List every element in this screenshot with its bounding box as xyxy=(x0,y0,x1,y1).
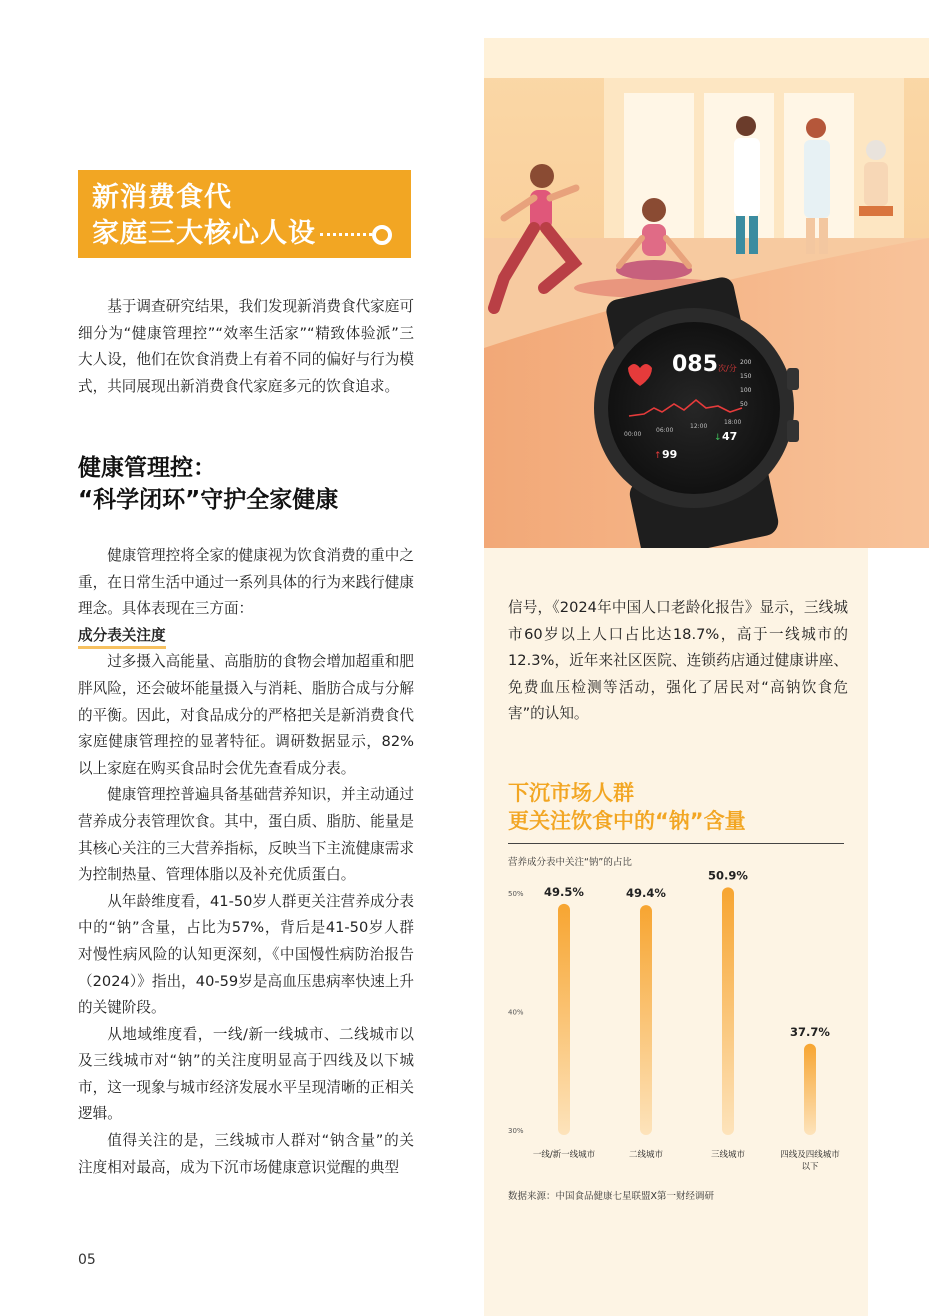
intro-paragraph-block xyxy=(78,294,414,400)
body-text xyxy=(78,543,414,1181)
title-line-2-row xyxy=(92,216,397,252)
x-tick-label: 二线城市 xyxy=(628,1150,664,1160)
page-number: 05 xyxy=(78,1252,96,1268)
intro-paragraph: 基于调查研究结果，我们发现新消费食代家庭可细分为“健康管理控”“效率生活家”“精致体验派”三大人设，他们在饮食消费上有着不同的偏好与行为模式，共同展现出新消费食代家庭多元的饮食追求。 xyxy=(78,298,414,395)
watch-scale-3: 100 xyxy=(740,387,752,394)
bar-value-label: 49.5% xyxy=(544,884,584,899)
bar-chart xyxy=(500,870,860,1180)
body-paragraph-6: 值得关注的是，三线城市人群对“钠含量”的关注度相对最高，成为下沉市场健康意识觉醒的典型 xyxy=(78,1132,414,1176)
chart-title-rule xyxy=(508,843,844,844)
watch-scale-4: 50 xyxy=(740,401,748,408)
watch-time-4: 18:00 xyxy=(724,419,742,426)
body-paragraph-5: 从地域维度看，一线/新一线城市、二线城市以及三线城市对“钠”的关注度明显高于四线及以下城市，这一现象与城市经济发展水平呈现清晰的正相关逻辑。 xyxy=(78,1025,414,1123)
chart-source: 数据来源：中国食品健康七星联盟X第一财经调研 xyxy=(508,1191,715,1202)
watch-scale-2: 150 xyxy=(740,373,752,380)
x-tick-label: 以下 xyxy=(801,1162,819,1172)
body-paragraph-1: 健康管理控将全家的健康视为饮食消费的重中之重，在日常生活中通过一系列具体的行为来践行健康理念。具体表现在三方面： xyxy=(78,547,414,618)
watch-high-value: 99 xyxy=(662,448,678,461)
chart-title-line-1: 下沉市场人群 xyxy=(508,781,634,805)
circle-decoration xyxy=(372,225,392,245)
watch-time-1: 00:00 xyxy=(624,431,642,438)
watch-low-arrow: ↓ xyxy=(714,433,722,443)
heart-rate-unit: 次/分 xyxy=(718,364,737,373)
x-tick-label: 三线城市 xyxy=(710,1150,746,1160)
chart-title-line-2: 更关注饮食中的“钠”含量 xyxy=(508,809,746,833)
y-tick-label: 50% xyxy=(508,890,524,898)
title-line-1: 新消费食代 xyxy=(92,182,232,213)
body-paragraph-4: 从年龄维度看，41-50岁人群更关注营养成分表中的“钠”含量，占比为57%，背后是41-50岁人群对慢性病风险的认知更深刻，《中国慢性病防治报告（2024）》指出，40-59岁是高血压患病率快速上升的关键阶段。 xyxy=(78,892,414,1017)
illustration-svg xyxy=(484,38,929,548)
y-tick-label: 40% xyxy=(508,1008,524,1017)
title-banner xyxy=(78,170,411,258)
bar-value-label: 50.9% xyxy=(708,870,748,883)
x-tick-label: 一线/新一线城市 xyxy=(532,1150,596,1160)
bar-2 xyxy=(640,905,652,1135)
chart-subtitle: 营养成分表中关注“钠”的占比 xyxy=(508,857,632,868)
body-paragraph-3: 健康管理控普遍具备基础营养知识，并主动通过营养成分表管理饮食。其中，蛋白质、脂肪、能量是其核心关注的三大营养指标，反映当下主流健康需求为控制热量、管理体脂以及补充优质蛋白。 xyxy=(78,786,414,884)
watch-scale-1: 200 xyxy=(740,359,752,366)
body-paragraph-2: 过多摄入高能量、高脂肪的食物会增加超重和肥胖风险，还会破坏能量摄入与消耗、脂肪合成与分解的平衡。因此，对食品成分的严格把关是新消费食代家庭健康管理控的显著特征。调研数据显示，82%以上家庭在购买食品时会优先查看成分表。 xyxy=(78,653,414,777)
health-illustration xyxy=(484,38,929,548)
section-heading xyxy=(78,452,438,516)
section-heading-line-1: 健康管理控： xyxy=(78,455,216,481)
watch-time-2: 06:00 xyxy=(656,427,674,434)
subhead-ingredients: 成分表关注度 xyxy=(78,623,166,650)
y-tick-label: 30% xyxy=(508,1127,524,1135)
subhead-row xyxy=(78,623,414,650)
section-heading-line-2: “科学闭环”守护全家健康 xyxy=(78,487,339,513)
dotted-line-decoration xyxy=(320,233,372,236)
bar-value-label: 49.4% xyxy=(626,886,666,901)
title-line-2: 家庭三大核心人设 xyxy=(92,218,316,249)
bar-3 xyxy=(722,887,734,1135)
right-paragraph: 信号，《2024年中国人口老龄化报告》显示，三线城市60岁以上人口占比达18.7%，高于一线城市的12.3%，近年来社区医院、连锁药店通过健康讲座、免费血压检测等活动，强化了居民对“高钠饮食危害”的认知。 xyxy=(508,599,848,723)
bar-1 xyxy=(558,904,570,1135)
x-tick-label: 四线及四线城市 xyxy=(780,1150,840,1160)
heart-rate-value: 085 xyxy=(672,352,718,377)
bar-value-label: 37.7% xyxy=(790,1024,830,1039)
watch-high-arrow: ↑ xyxy=(654,451,662,461)
bar-chart-svg xyxy=(500,870,860,1180)
watch-face xyxy=(608,322,780,494)
chart-title xyxy=(508,779,848,835)
watch-time-3: 12:00 xyxy=(690,423,708,430)
bar-4 xyxy=(804,1044,816,1135)
watch-low-value: 47 xyxy=(722,430,738,443)
